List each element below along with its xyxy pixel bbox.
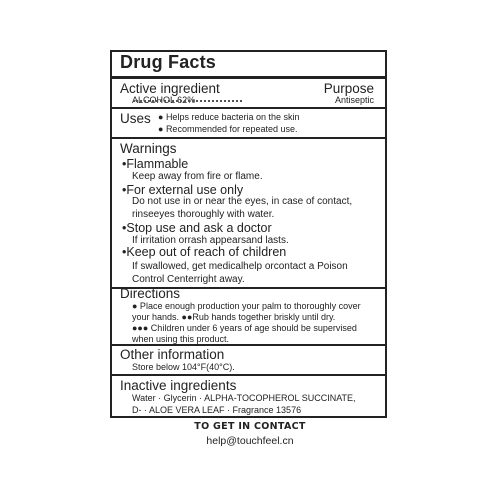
- contact-email: help@touchfeel.cn: [206, 435, 294, 447]
- purpose-dot-leader: [133, 100, 242, 102]
- drug-facts-panel: [110, 50, 387, 418]
- flammable-heading: •Flammable: [122, 157, 189, 171]
- title-divider: [112, 76, 385, 79]
- directions-line-3: ●●● Children under 6 years of age should be supervised: [132, 323, 357, 333]
- inactive-line-1: Water · Glycerin · ALPHA-TOCOPHEROL SUCCINATE,: [132, 393, 356, 403]
- other-info-divider: [112, 374, 385, 376]
- flammable-text: Keep away from fire or flame.: [132, 171, 263, 182]
- active-ingredient-value: ALCOHOL 62%: [132, 95, 196, 105]
- drug-facts-title: Drug Facts: [120, 52, 217, 72]
- directions-line-4: when using this product.: [132, 334, 230, 344]
- inactive-heading: Inactive ingredients: [120, 378, 237, 393]
- ask-doctor-heading: •Stop use and ask a doctor: [122, 221, 272, 235]
- uses-item-text: Helps reduce bacteria on the skin: [165, 112, 300, 122]
- other-info-text: Store below 104°F(40°C).: [132, 362, 235, 372]
- inactive-line-2: D- · ALOE VERA LEAF · Fragrance 13576: [132, 405, 302, 415]
- active-divider: [112, 107, 385, 109]
- directions-divider: [112, 344, 385, 346]
- uses-item-text: Recommended for repeated use.: [165, 124, 298, 134]
- other-info-heading: Other information: [120, 347, 225, 362]
- children-text-1: If swallowed, get medicalhelp orcontact a Poison: [132, 261, 348, 272]
- directions-heading: Directions: [120, 286, 181, 301]
- purpose-value: Antiseptic: [334, 95, 374, 105]
- external-use-text-1: Do not use in or near the eyes, in case of contact,: [132, 196, 353, 207]
- contact-title: TO GET IN CONTACT: [194, 421, 306, 432]
- directions-line-1: ● Place enough production your palm to thoroughly cover: [132, 301, 361, 311]
- children-text-2: Control Centerright away.: [132, 274, 245, 285]
- ask-doctor-text: If irritation orrash appearsand lasts.: [132, 235, 289, 246]
- uses-heading: Uses: [120, 111, 151, 126]
- uses-item: ● Helps reduce bacteria on the skin: [158, 112, 300, 122]
- children-heading: •Keep out of reach of children: [122, 245, 287, 259]
- active-ingredient-heading: Active ingredient: [120, 81, 220, 96]
- warnings-heading: Warnings: [120, 141, 177, 156]
- uses-divider: [112, 137, 385, 139]
- purpose-heading: Purpose: [323, 81, 374, 96]
- directions-line-2: your hands. ●●Rub hands together briskly until dry.: [132, 312, 336, 322]
- uses-item: ● Recommended for repeated use.: [158, 124, 298, 134]
- external-use-text-2: rinseeyes thoroughly with water.: [132, 209, 275, 220]
- external-use-heading: •For external use only: [122, 183, 244, 197]
